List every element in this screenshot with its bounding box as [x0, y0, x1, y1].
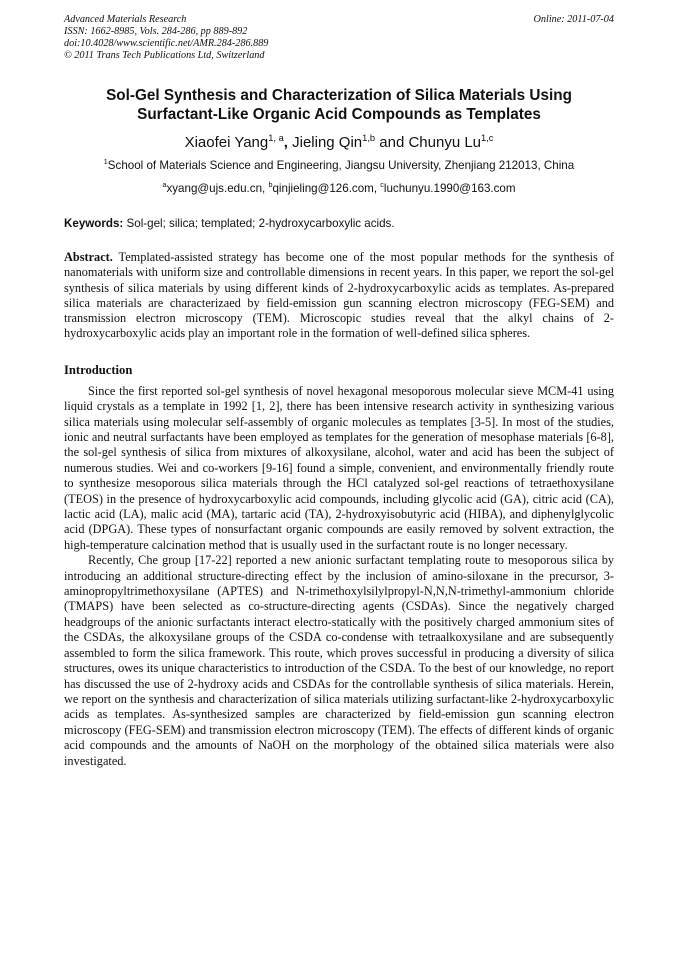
author-list	[64, 134, 614, 152]
copyright-line: © 2011 Trans Tech Publications Ltd, Switzerland	[64, 50, 265, 61]
abstract-label: Abstract.	[64, 250, 113, 264]
author-affiliation-mark: 1, a	[268, 133, 284, 143]
affiliation	[64, 158, 614, 173]
journal-name: Advanced Materials Research	[64, 14, 187, 25]
author-name: Chunyu Lu	[408, 134, 482, 151]
email-address[interactable]: luchunyu.1990@163.com	[383, 182, 516, 195]
abstract	[64, 250, 614, 342]
paper-title	[64, 86, 614, 124]
email-address[interactable]: qinjieling@126.com,	[272, 182, 378, 195]
title-line-2: Surfactant-Like Organic Acid Compounds as Templates	[137, 106, 541, 123]
keywords	[64, 216, 614, 231]
affiliation-mark: 1	[103, 157, 108, 167]
email-mark: c	[380, 180, 384, 190]
email-mark: b	[268, 180, 273, 190]
email-list	[64, 181, 614, 196]
author-name: Jieling Qin	[292, 134, 363, 151]
author-affiliation-mark: 1,b	[362, 133, 376, 143]
affiliation-text: School of Materials Science and Engineering, Jiangsu University, Zhenjiang 212013, China	[107, 159, 575, 172]
author-name: Xiaofei Yang	[184, 134, 269, 151]
section-heading-introduction: Introduction	[64, 362, 133, 377]
issn-line: ISSN: 1662-8985, Vols. 284-286, pp 889-892	[64, 26, 248, 37]
keywords-text: Sol-gel; silica; templated; 2-hydroxycarboxylic acids.	[126, 217, 395, 230]
journal-header	[64, 14, 614, 62]
body-paragraph: Since the first reported sol-gel synthesis of novel hexagonal mesoporous molecular sieve MCM-41 using liquid crystals as a template in 1992 [1, 2], there has been intensive research activity in synthesizing various silica materials using molecular self-assembly of organic molecules as templates [3-5]. In most of the studies, ionic and neutral surfactants have been employed as templates for the generation of mesophase materials [6-8], the sol-gel synthesis of silica from mixtures of alkoxysilane, alcohol, water and acid has been the subject of numerous studies. Wei and co-workers [9-16] found a simple, convenient, and environmentally friendly route to synthesize mesoporous silica materials through the HCl catalyzed sol-gel reactions of tetraethoxysilane (TEOS) in the presence of hydroxycarboxylic acid compounds, including glycolic acid (GA), citric acid (CA), lactic acid (LA), malic acid (MA), tartaric acid (TA), 2-hydroxyisobutyric acid (HIBA), and diphenylglycolic acid (DPGA). These types of nonsurfactant organic compounds are easily removed by solvent extraction, the high-temperature calcination method that is usually used in the surfactant route is no longer necessary.	[64, 383, 614, 552]
author-separator-and: and	[379, 134, 405, 151]
email-mark: a	[162, 180, 167, 190]
author-affiliation-mark: 1,c	[481, 133, 494, 143]
keywords-label: Keywords:	[64, 217, 124, 230]
abstract-text: Templated-assisted strategy has become one of the most popular methods for the synthesis of nanomaterials with uniform size and controllable dimensions in recent years. In this paper, we report the sol-gel synthesis of silica materials by using different kinds of 2-hydroxycarboxylic acids as templates. As-prepared silica materials are characterizaed by field-emission gun scanning electron microscopy (FEG-SEM) and transmission electron microscopy (TEM). Microscopic studies reveal that the alkyl chains of 2-hydroxycarboxylic acids play an important role in the formation of well-defined silica spheres.	[64, 250, 614, 341]
author-separator: ,	[283, 134, 288, 151]
title-line-1: Sol-Gel Synthesis and Characterization of Silica Materials Using	[106, 87, 572, 104]
body-paragraph: Recently, Che group [17-22] reported a new anionic surfactant templating route to mesoporous silica by introducing an additional structure-directing effect by the inclusion of amino-siloxane in the precursor, 3-aminopropyltrimethoxysilane (APTES) and N-trimethoxylsilylpropyl-N,N,N-trimethyl-ammonium chloride (TMAPS) have been selected as co-structure-directing agents (CSDAs). Since the negatively charged headgroups of the anionic surfactants interact electro-statically with the positively charged ammonium sites of the CSDAs, the alkoxysilane groups of the CSDA co-condense with tetraalkoxysilane and are subsequently assembled to form the silica framework. This route, which proves successful in producing a diversity of silica structures, owes its unique characteristics to introduction of the CSDA. To the best of our knowledge, no report has discussed the use of 2-hydroxy acids and CSDAs for the controllable synthesis of silica materials. Herein, we report on the synthesis and characterization of silica materials utilizing surfactant-like 2-hydroxycarboxylic acids as templates. As-synthesized samples are characterized by field-emission gun scanning electron microscopy (FEG-SEM) and transmission electron microscopy (TEM). The effects of different kinds of organic acid compounds and the amounts of NaOH on the morphology of the obtained silica materials were also investigated.	[64, 553, 614, 768]
doi-line: doi:10.4028/www.scientific.net/AMR.284-286.889	[64, 38, 269, 49]
online-date: Online: 2011-07-04	[533, 14, 614, 25]
email-address[interactable]: xyang@ujs.edu.cn,	[166, 182, 266, 195]
